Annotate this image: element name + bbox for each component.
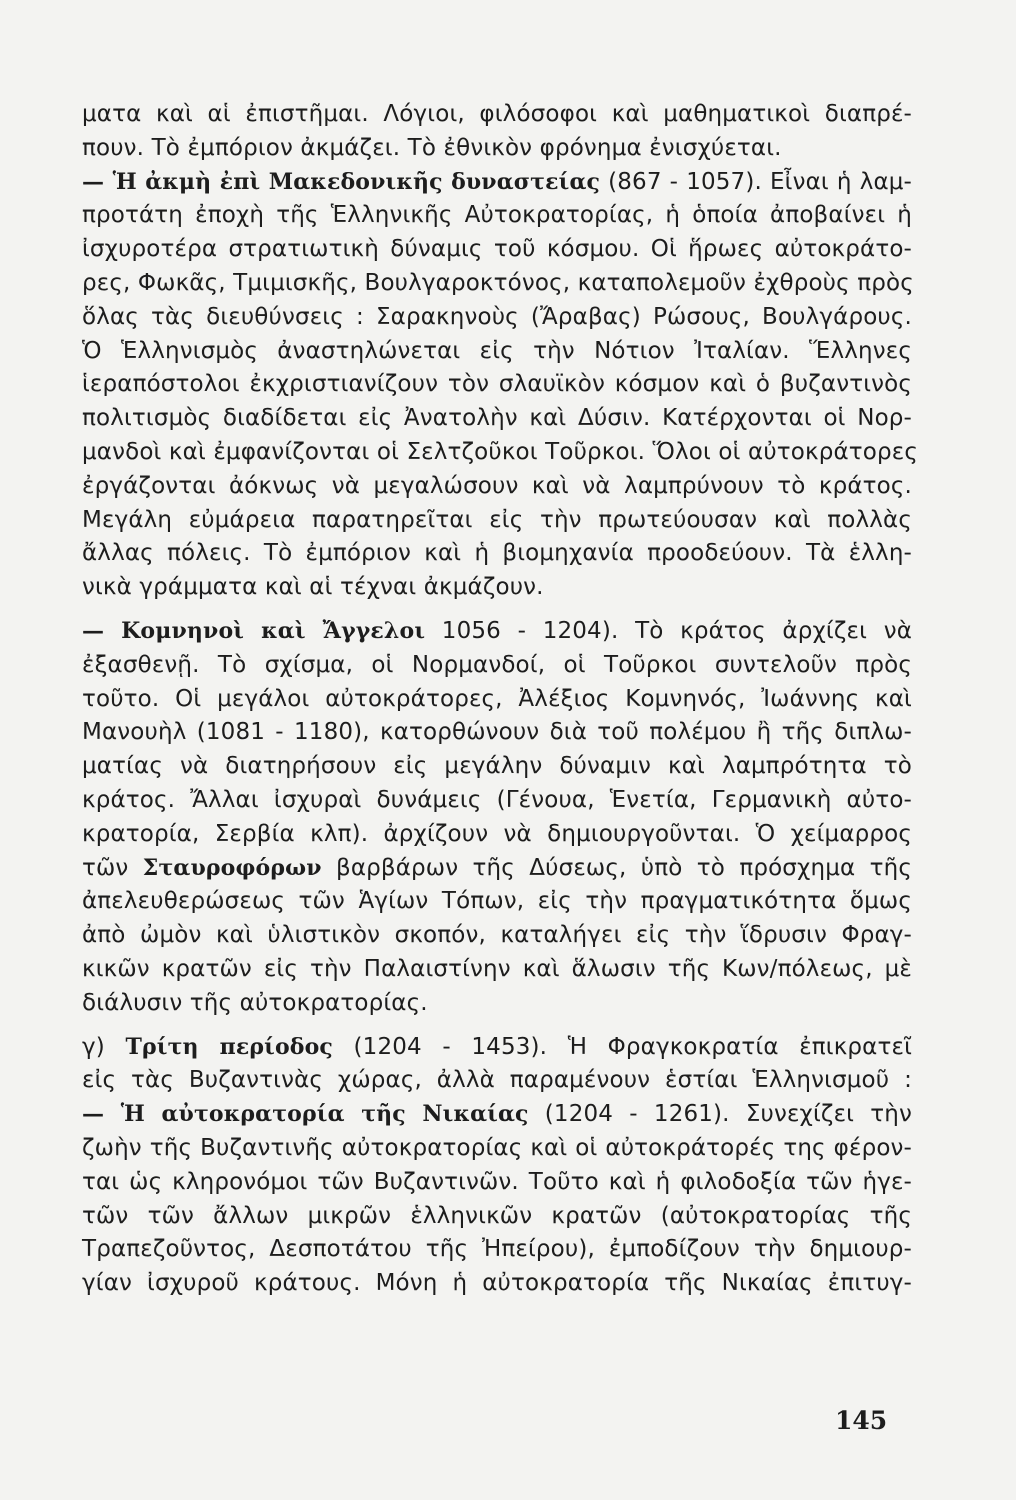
heading-bold: — Ἡ αὐτοκρατορία τῆς Νικαίας: [82, 1101, 529, 1128]
text-line: ἀπὸ ὠμὸν καὶ ὑλιστικὸν σκοπόν, καταλήγει εἰς τὴν ἵδρυσιν Φραγ-: [82, 922, 912, 949]
text-line: ἄλλας πόλεις. Τὸ ἐμπόριον καὶ ἡ βιομηχανία προοδεύουν. Τὰ ἑλλη-: [82, 540, 912, 567]
heading-bold: — Ἡ ἀκμὴ ἐπὶ Μακεδονικῆς δυναστείας: [82, 168, 601, 195]
text-line: ματα καὶ αἱ ἐπιστῆμαι. Λόγιοι, φιλόσοφοι καὶ μαθηματικοὶ διαπρέ-: [82, 101, 912, 127]
text-line: γίαν ἰσχυροῦ κράτους. Μόνη ἡ αὐτοκρατορία τῆς Νικαίας ἐπιτυγ-: [82, 1270, 912, 1297]
text-line: ἱεραπόστολοι ἐκχριστιανίζουν τὸν σλαυϊκὸν κόσμον καὶ ὁ βυζαντινὸς: [82, 371, 912, 398]
body-text: [82, 98, 918, 1301]
bold-term: Σταυροφόρων: [142, 854, 322, 881]
heading-bold: Τρίτη περίοδος: [125, 1033, 333, 1060]
heading-text: (867 - 1057). Εἶναι ἡ λαμ-: [600, 168, 913, 195]
heading-bold: — Κομνηνοὶ καὶ Ἄγγελοι: [82, 617, 426, 644]
text-line: τοῦτο. Οἱ μεγάλοι αὐτοκράτορες, Ἀλέξιος Κομνηνός, Ἰωάννης καὶ: [82, 685, 912, 712]
text-line: ματίας νὰ διατηρήσουν εἰς μεγάλην δύναμιν καὶ λαμπρότητα τὸ: [82, 753, 912, 780]
text-line: πουν. Τὸ ἐμπόριον ἀκμάζει. Τὸ ἐθνικὸν φρόνημα ἐνισχύεται.: [82, 134, 782, 161]
text-line: ἀπελευθερώσεως τῶν Ἁγίων Τόπων, εἰς τὴν πραγματικότητα ὅμως: [82, 888, 912, 915]
text-line: κικῶν κρατῶν εἰς τὴν Παλαιστίνην καὶ ἅλωσιν τῆς Κων/πόλεως, μὲ: [82, 955, 912, 982]
section-heading-third-period: [82, 1031, 912, 1065]
text-line: μανδοὶ καὶ ἐμφανίζονται οἱ Σελτζοῦκοι Τοῦρκοι. Ὅλοι οἱ αὐτοκράτορες: [82, 438, 918, 465]
section-heading-nicaea: [82, 1098, 912, 1132]
text-line-crusaders: [82, 852, 912, 886]
text-line: Ὁ Ἑλληνισμὸς ἀναστηλώνεται εἰς τὴν Νότιον Ἰταλίαν. Ἕλληνες: [82, 337, 912, 364]
section-heading-komnenoi: [82, 615, 912, 649]
text-line: νικὰ γράμματα καὶ αἱ τέχναι ἀκμάζουν.: [82, 574, 544, 601]
heading-text: 1056 - 1204). Τὸ κράτος ἀρχίζει νὰ: [425, 617, 913, 644]
section-heading-macedonian: [82, 166, 912, 200]
text-line: διάλυσιν τῆς αὐτοκρατορίας.: [82, 989, 428, 1016]
text-line: εἰς τὰς Βυζαντινὰς χώρας, ἀλλὰ παραμένουν ἑστίαι Ἑλληνισμοῦ :: [82, 1067, 912, 1094]
text-line: ἐργάζονται ἀόκνως νὰ μεγαλώσουν καὶ νὰ λαμπρύνουν τὸ κράτος.: [82, 472, 912, 499]
text-span: γ): [82, 1033, 126, 1060]
text-span: βαρβάρων τῆς Δύσεως, ὑπὸ τὸ πρόσχημα τῆς: [321, 854, 912, 881]
text-line: τῶν τῶν ἄλλων μικρῶν ἑλληνικῶν κρατῶν (αὐτοκρατορίας τῆς: [82, 1202, 912, 1229]
page-number: 145: [835, 1406, 888, 1435]
text-line: ρες, Φωκᾶς, Τμιμισκῆς, Βουλγαροκτόνος, καταπολεμοῦν ἐχθροὺς πρὸς: [82, 269, 914, 296]
text-line: ται ὡς κληρονόμοι τῶν Βυζαντινῶν. Τοῦτο καὶ ἡ φιλοδοξία τῶν ἡγε-: [82, 1168, 912, 1195]
heading-text: (1204 - 1453). Ἡ Φραγκοκρατία ἐπικρατεῖ: [332, 1033, 913, 1060]
text-line: κράτος. Ἄλλαι ἰσχυραὶ δυνάμεις (Γένουα, Ἑνετία, Γερμανικὴ αὐτο-: [82, 786, 912, 813]
heading-text: (1204 - 1261). Συνεχίζει τὴν: [528, 1101, 913, 1128]
text-line: πολιτισμὸς διαδίδεται εἰς Ἀνατολὴν καὶ Δύσιν. Κατέρχονται οἱ Νορ-: [82, 405, 912, 432]
text-line: ἰσχυροτέρα στρατιωτικὴ δύναμις τοῦ κόσμου. Οἱ ἥρωες αὐτοκράτο-: [82, 236, 912, 263]
text-line: ἐξασθενῇ. Τὸ σχίσμα, οἱ Νορμανδοί, οἱ Τοῦρκοι συντελοῦν πρὸς: [82, 651, 912, 678]
text-line: ὅλας τὰς διευθύνσεις : Σαρακηνοὺς (Ἄραβας) Ρώσους, Βουλγάρους.: [82, 303, 912, 330]
text-line: προτάτη ἐποχὴ τῆς Ἑλληνικῆς Αὐτοκρατορίας, ἡ ὁποία ἀποβαίνει ἡ: [82, 202, 912, 229]
text-line: κρατορία, Σερβία κλπ). ἀρχίζουν νὰ δημιουργοῦνται. Ὁ χείμαρρος: [82, 820, 912, 847]
text-line: Μεγάλη εὐμάρεια παρατηρεῖται εἰς τὴν πρωτεύουσαν καὶ πολλὰς: [82, 506, 912, 533]
text-span: τῶν: [82, 854, 143, 881]
text-line: ζωὴν τῆς Βυζαντινῆς αὐτοκρατορίας καὶ οἱ αὐτοκράτορές της φέρον-: [82, 1134, 912, 1161]
text-line: Μανουὴλ (1081 - 1180), κατορθώνουν διὰ τοῦ πολέμου ἢ τῆς διπλω-: [82, 719, 912, 746]
text-line: Τραπεζοῦντος, Δεσποτάτου τῆς Ἠπείρου), ἐμποδίζουν τὴν δημιουρ-: [82, 1236, 912, 1263]
